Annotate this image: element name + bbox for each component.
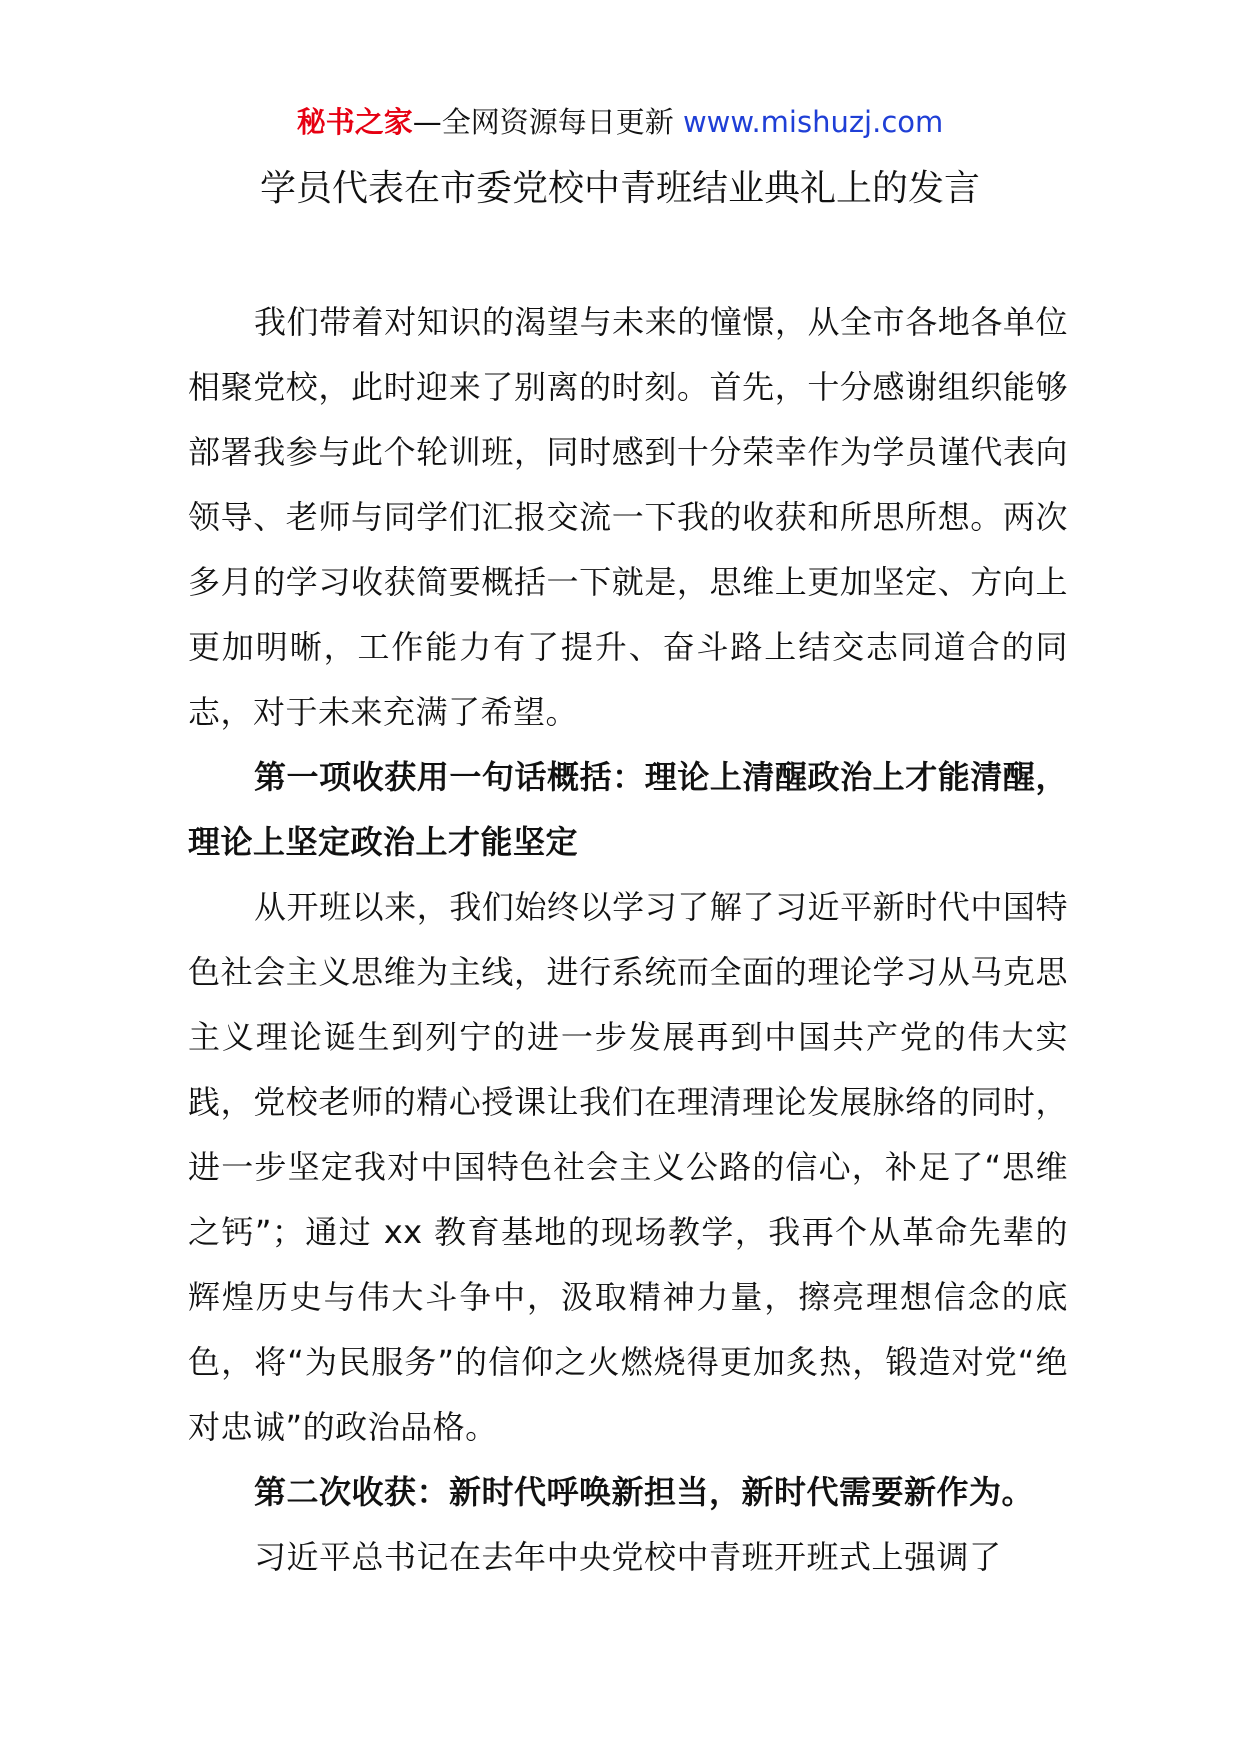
site-header [0, 102, 1240, 142]
paragraph-intro: 我们带着对知识的渴望与未来的憧憬，从全市各地各单位相聚党校，此时迎来了别离的时刻。首先，十分感谢组织能够部署我参与此个轮训班，同时感到十分荣幸作为学员谨代表向领导、老师与同学们汇报交流一下我的收获和所思所想。两次多月的学习收获简要概括一下就是，思维上更加坚定、方向上更加明晰，工作能力有了提升、奋斗路上结交志同道合的同志，对于未来充满了希望。 [188, 303, 1068, 731]
document-body [188, 290, 1068, 1590]
header-tagline: —全网资源每日更新 [412, 105, 683, 139]
paragraph-second-gain: 习近平总书记在去年中央党校中青班开班式上强调了 [254, 1538, 1002, 1576]
heading-first-gain: 第一项收获用一句话概括：理论上清醒政治上才能清醒，理论上坚定政治上才能坚定 [188, 758, 1068, 861]
paragraph-first-gain: 从开班以来，我们始终以学习了解了习近平新时代中国特色社会主义思维为主线，进行系统而全面的理论学习从马克思主义理论诞生到列宁的进一步发展再到中国共产党的伟大实践，党校老师的精心授课让我们在理清理论发展脉络的同时，进一步坚定我对中国特色社会主义公路的信心，补足了“思维之钙”；通过 xx 教育基地的现场教学，我再个从革命先辈的辉煌历史与伟大斗争中，汲取精神力量，擦亮理想信念的底色，将“为民服务”的信仰之火燃烧得更加炙热，锻造对党“绝对忠诚”的政治品格。 [188, 888, 1068, 1446]
brand-name: 秘书之家 [296, 105, 413, 139]
site-url-link[interactable]: www.mishuzj.com [682, 105, 944, 139]
heading-second-gain: 第二次收获：新时代呼唤新担当，新时代需要新作为。 [254, 1473, 1035, 1511]
document-title: 学员代表在市委党校中青班结业典礼上的发言 [259, 168, 980, 209]
